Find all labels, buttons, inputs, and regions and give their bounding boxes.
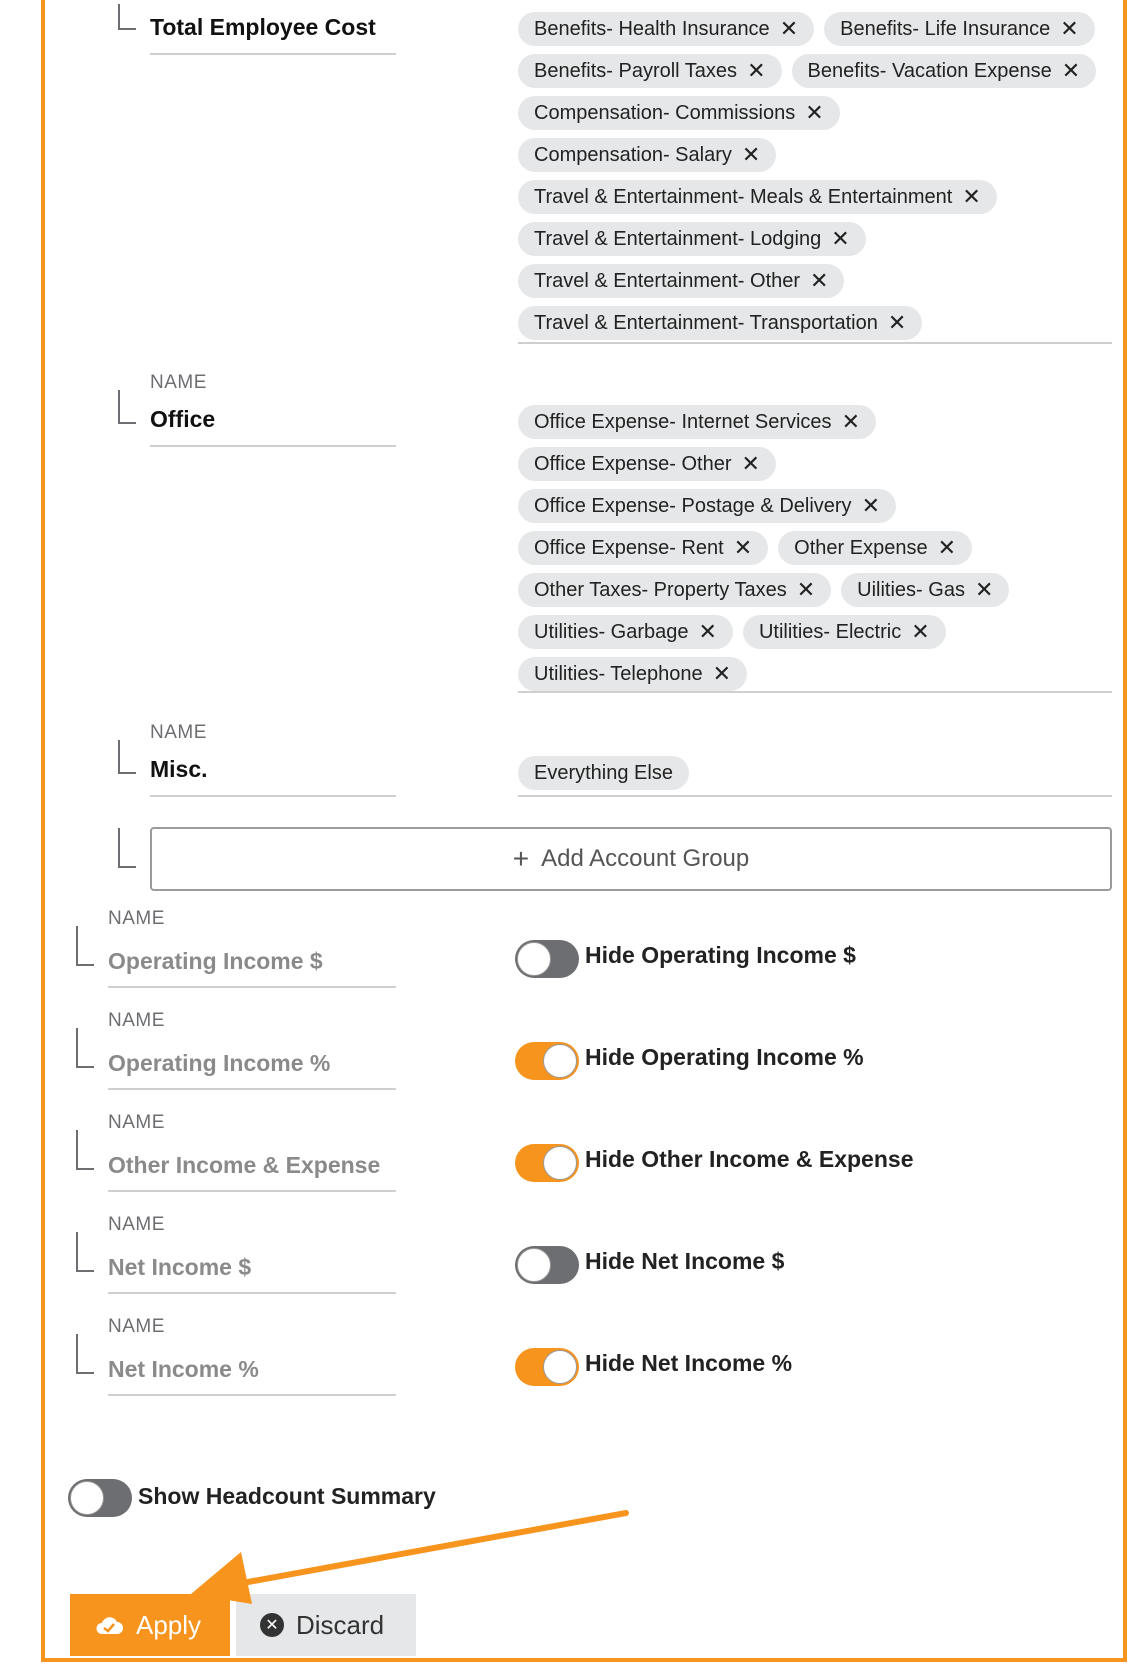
summary-name-field[interactable]: Operating Income $	[108, 948, 323, 974]
account-chips-office	[518, 401, 1114, 695]
account-chip	[778, 531, 972, 565]
account-chip	[518, 306, 922, 340]
summary-name-field[interactable]: Operating Income %	[108, 1050, 331, 1076]
account-chip	[743, 615, 946, 649]
account-chip	[518, 12, 814, 46]
name-label: NAME	[150, 372, 207, 393]
hide-toggle[interactable]	[515, 1348, 579, 1386]
hide-toggle-label: Hide Other Income & Expense	[585, 1146, 914, 1172]
close-icon[interactable]: ✕	[741, 451, 760, 476]
account-chip-label: Utilities- Electric	[758, 620, 902, 643]
name-label: NAME	[108, 1010, 165, 1031]
account-chip	[518, 657, 747, 691]
tree-connector	[76, 1130, 94, 1170]
account-chip-label: Benefits- Life Insurance	[840, 17, 1051, 40]
chip-row	[518, 176, 1114, 218]
apply-button[interactable]	[70, 1594, 230, 1656]
hide-toggle[interactable]	[515, 940, 579, 978]
toggle-knob	[70, 1481, 104, 1515]
account-chip	[518, 447, 776, 481]
add-account-group-label: Add Account Group	[541, 845, 750, 872]
tree-connector	[76, 926, 94, 966]
account-chip	[792, 54, 1097, 88]
account-chip-label: Everything Else	[534, 761, 673, 784]
close-icon[interactable]: ✕	[841, 409, 860, 434]
group-name-office[interactable]: Office	[150, 406, 216, 432]
close-circle-icon: ✕	[260, 1613, 284, 1637]
close-icon[interactable]: ✕	[712, 661, 732, 686]
chips-underline	[518, 342, 1112, 344]
chip-row	[518, 611, 1114, 653]
plus-icon: +	[512, 843, 530, 874]
close-icon[interactable]: ✕	[733, 535, 753, 560]
close-icon[interactable]: ✕	[1060, 16, 1079, 41]
account-chip-label: Benefits- Payroll Taxes	[534, 59, 738, 82]
show-headcount-summary-label: Show Headcount Summary	[138, 1483, 436, 1509]
tree-connector	[118, 390, 136, 424]
name-label: NAME	[108, 1316, 165, 1337]
toggle-knob	[543, 1146, 577, 1180]
account-chip-label: Benefits- Vacation Expense	[807, 59, 1052, 82]
chip-row	[518, 653, 1114, 695]
account-chip-label: Utilities- Telephone	[534, 662, 703, 685]
account-chip-label: Office Expense- Internet Services	[534, 410, 832, 433]
account-chip-label: Compensation- Salary	[534, 143, 732, 166]
account-chip-label: Travel & Entertainment- Transportation	[534, 311, 878, 334]
close-icon[interactable]: ✕	[831, 226, 850, 251]
tree-connector	[118, 4, 136, 30]
cloud-check-icon	[94, 1613, 124, 1637]
close-icon[interactable]: ✕	[810, 268, 829, 293]
hide-toggle-label: Hide Operating Income %	[585, 1044, 864, 1070]
account-chip	[518, 180, 997, 214]
close-icon[interactable]: ✕	[974, 577, 994, 602]
close-icon[interactable]: ✕	[962, 184, 981, 209]
summary-name-field[interactable]: Net Income $	[108, 1254, 252, 1280]
toggle-knob	[517, 1248, 551, 1282]
group-name-misc[interactable]: Misc.	[150, 756, 208, 782]
account-chip-label: Utilities- Garbage	[534, 620, 689, 643]
name-underline	[108, 986, 396, 988]
account-chip-label: Travel & Entertainment- Meals & Entertainment	[534, 185, 953, 208]
account-chip-label: Compensation- Commissions	[534, 101, 796, 124]
close-icon[interactable]: ✕	[805, 100, 824, 125]
tree-connector	[76, 1334, 94, 1374]
tree-connector	[118, 740, 136, 774]
account-chip	[518, 756, 689, 790]
chip-row	[518, 569, 1114, 611]
account-chip	[518, 264, 844, 298]
account-chip	[824, 12, 1095, 46]
close-icon[interactable]: ✕	[937, 535, 957, 560]
hide-toggle[interactable]	[515, 1144, 579, 1182]
chips-underline	[518, 691, 1112, 693]
chip-row	[518, 134, 1114, 176]
chip-row	[518, 485, 1114, 527]
tree-connector	[76, 1028, 94, 1068]
chip-row	[518, 260, 1114, 302]
tree-connector	[76, 1232, 94, 1272]
close-icon[interactable]: ✕	[1061, 58, 1081, 83]
hide-toggle-label: Hide Operating Income $	[585, 942, 856, 968]
account-chip-label: Uilities- Gas	[857, 578, 965, 601]
hide-toggle[interactable]	[515, 1042, 579, 1080]
close-icon[interactable]: ✕	[698, 619, 717, 644]
account-chip	[518, 489, 896, 523]
name-underline	[150, 53, 396, 55]
account-chip-label: Benefits- Health Insurance	[534, 17, 770, 40]
name-underline	[150, 795, 396, 797]
account-chip	[518, 531, 768, 565]
account-chip-label: Other Expense	[794, 536, 928, 559]
account-chip	[518, 573, 831, 607]
close-icon[interactable]: ✕	[796, 577, 816, 602]
summary-name-field[interactable]: Net Income %	[108, 1356, 259, 1382]
name-label: NAME	[150, 722, 207, 743]
name-label: NAME	[108, 908, 165, 929]
toggle-knob	[543, 1350, 577, 1384]
apply-label: Apply	[136, 1609, 202, 1640]
account-chip	[841, 573, 1009, 607]
chip-row	[518, 527, 1114, 569]
close-icon[interactable]: ✕	[861, 493, 880, 518]
hide-toggle[interactable]	[515, 1246, 579, 1284]
discard-label: Discard	[296, 1609, 385, 1640]
close-icon[interactable]: ✕	[887, 310, 907, 335]
name-underline	[108, 1394, 396, 1396]
show-headcount-summary-toggle[interactable]	[68, 1479, 132, 1517]
chip-row	[518, 401, 1114, 443]
account-chip-label: Office Expense- Postage & Delivery	[534, 494, 852, 517]
close-icon[interactable]: ✕	[779, 16, 799, 41]
tree-connector	[118, 828, 136, 868]
toggle-knob	[543, 1044, 577, 1078]
chip-row	[518, 92, 1114, 134]
close-icon[interactable]: ✕	[741, 142, 761, 167]
toggle-knob	[517, 942, 551, 976]
close-icon[interactable]: ✕	[747, 58, 766, 83]
account-chip-label: Travel & Entertainment- Other	[534, 269, 801, 292]
summary-name-field[interactable]: Other Income & Expense	[108, 1152, 381, 1178]
account-chip	[518, 222, 866, 256]
account-chip	[518, 96, 840, 130]
group-name-total-employee-cost[interactable]: Total Employee Cost	[150, 14, 376, 40]
account-chip-label: Other Taxes- Property Taxes	[534, 578, 787, 601]
account-chip	[518, 405, 876, 439]
close-icon[interactable]: ✕	[911, 619, 930, 644]
account-chip	[518, 54, 782, 88]
chip-row	[518, 443, 1114, 485]
add-account-group-button[interactable]	[150, 827, 1112, 891]
hide-toggle-label: Hide Net Income %	[585, 1350, 793, 1376]
account-chip	[518, 138, 776, 172]
chip-row	[518, 302, 1114, 344]
chips-underline	[518, 795, 1112, 797]
name-label: NAME	[108, 1214, 165, 1235]
account-chip-label: Travel & Entertainment- Lodging	[534, 227, 822, 250]
account-chip	[518, 615, 733, 649]
discard-button[interactable]	[236, 1594, 416, 1656]
name-underline	[108, 1088, 396, 1090]
chip-row	[518, 218, 1114, 260]
name-underline	[108, 1292, 396, 1294]
name-underline	[108, 1190, 396, 1192]
account-chips-misc	[518, 752, 1114, 794]
account-chip-label: Office Expense- Other	[534, 452, 732, 475]
hide-toggle-label: Hide Net Income $	[585, 1248, 785, 1274]
account-chips-total-employee-cost	[518, 8, 1114, 344]
chip-row	[518, 50, 1114, 92]
chip-row	[518, 752, 1114, 794]
chip-row	[518, 8, 1114, 50]
name-label: NAME	[108, 1112, 165, 1133]
account-chip-label: Office Expense- Rent	[534, 536, 724, 559]
name-underline	[150, 445, 396, 447]
